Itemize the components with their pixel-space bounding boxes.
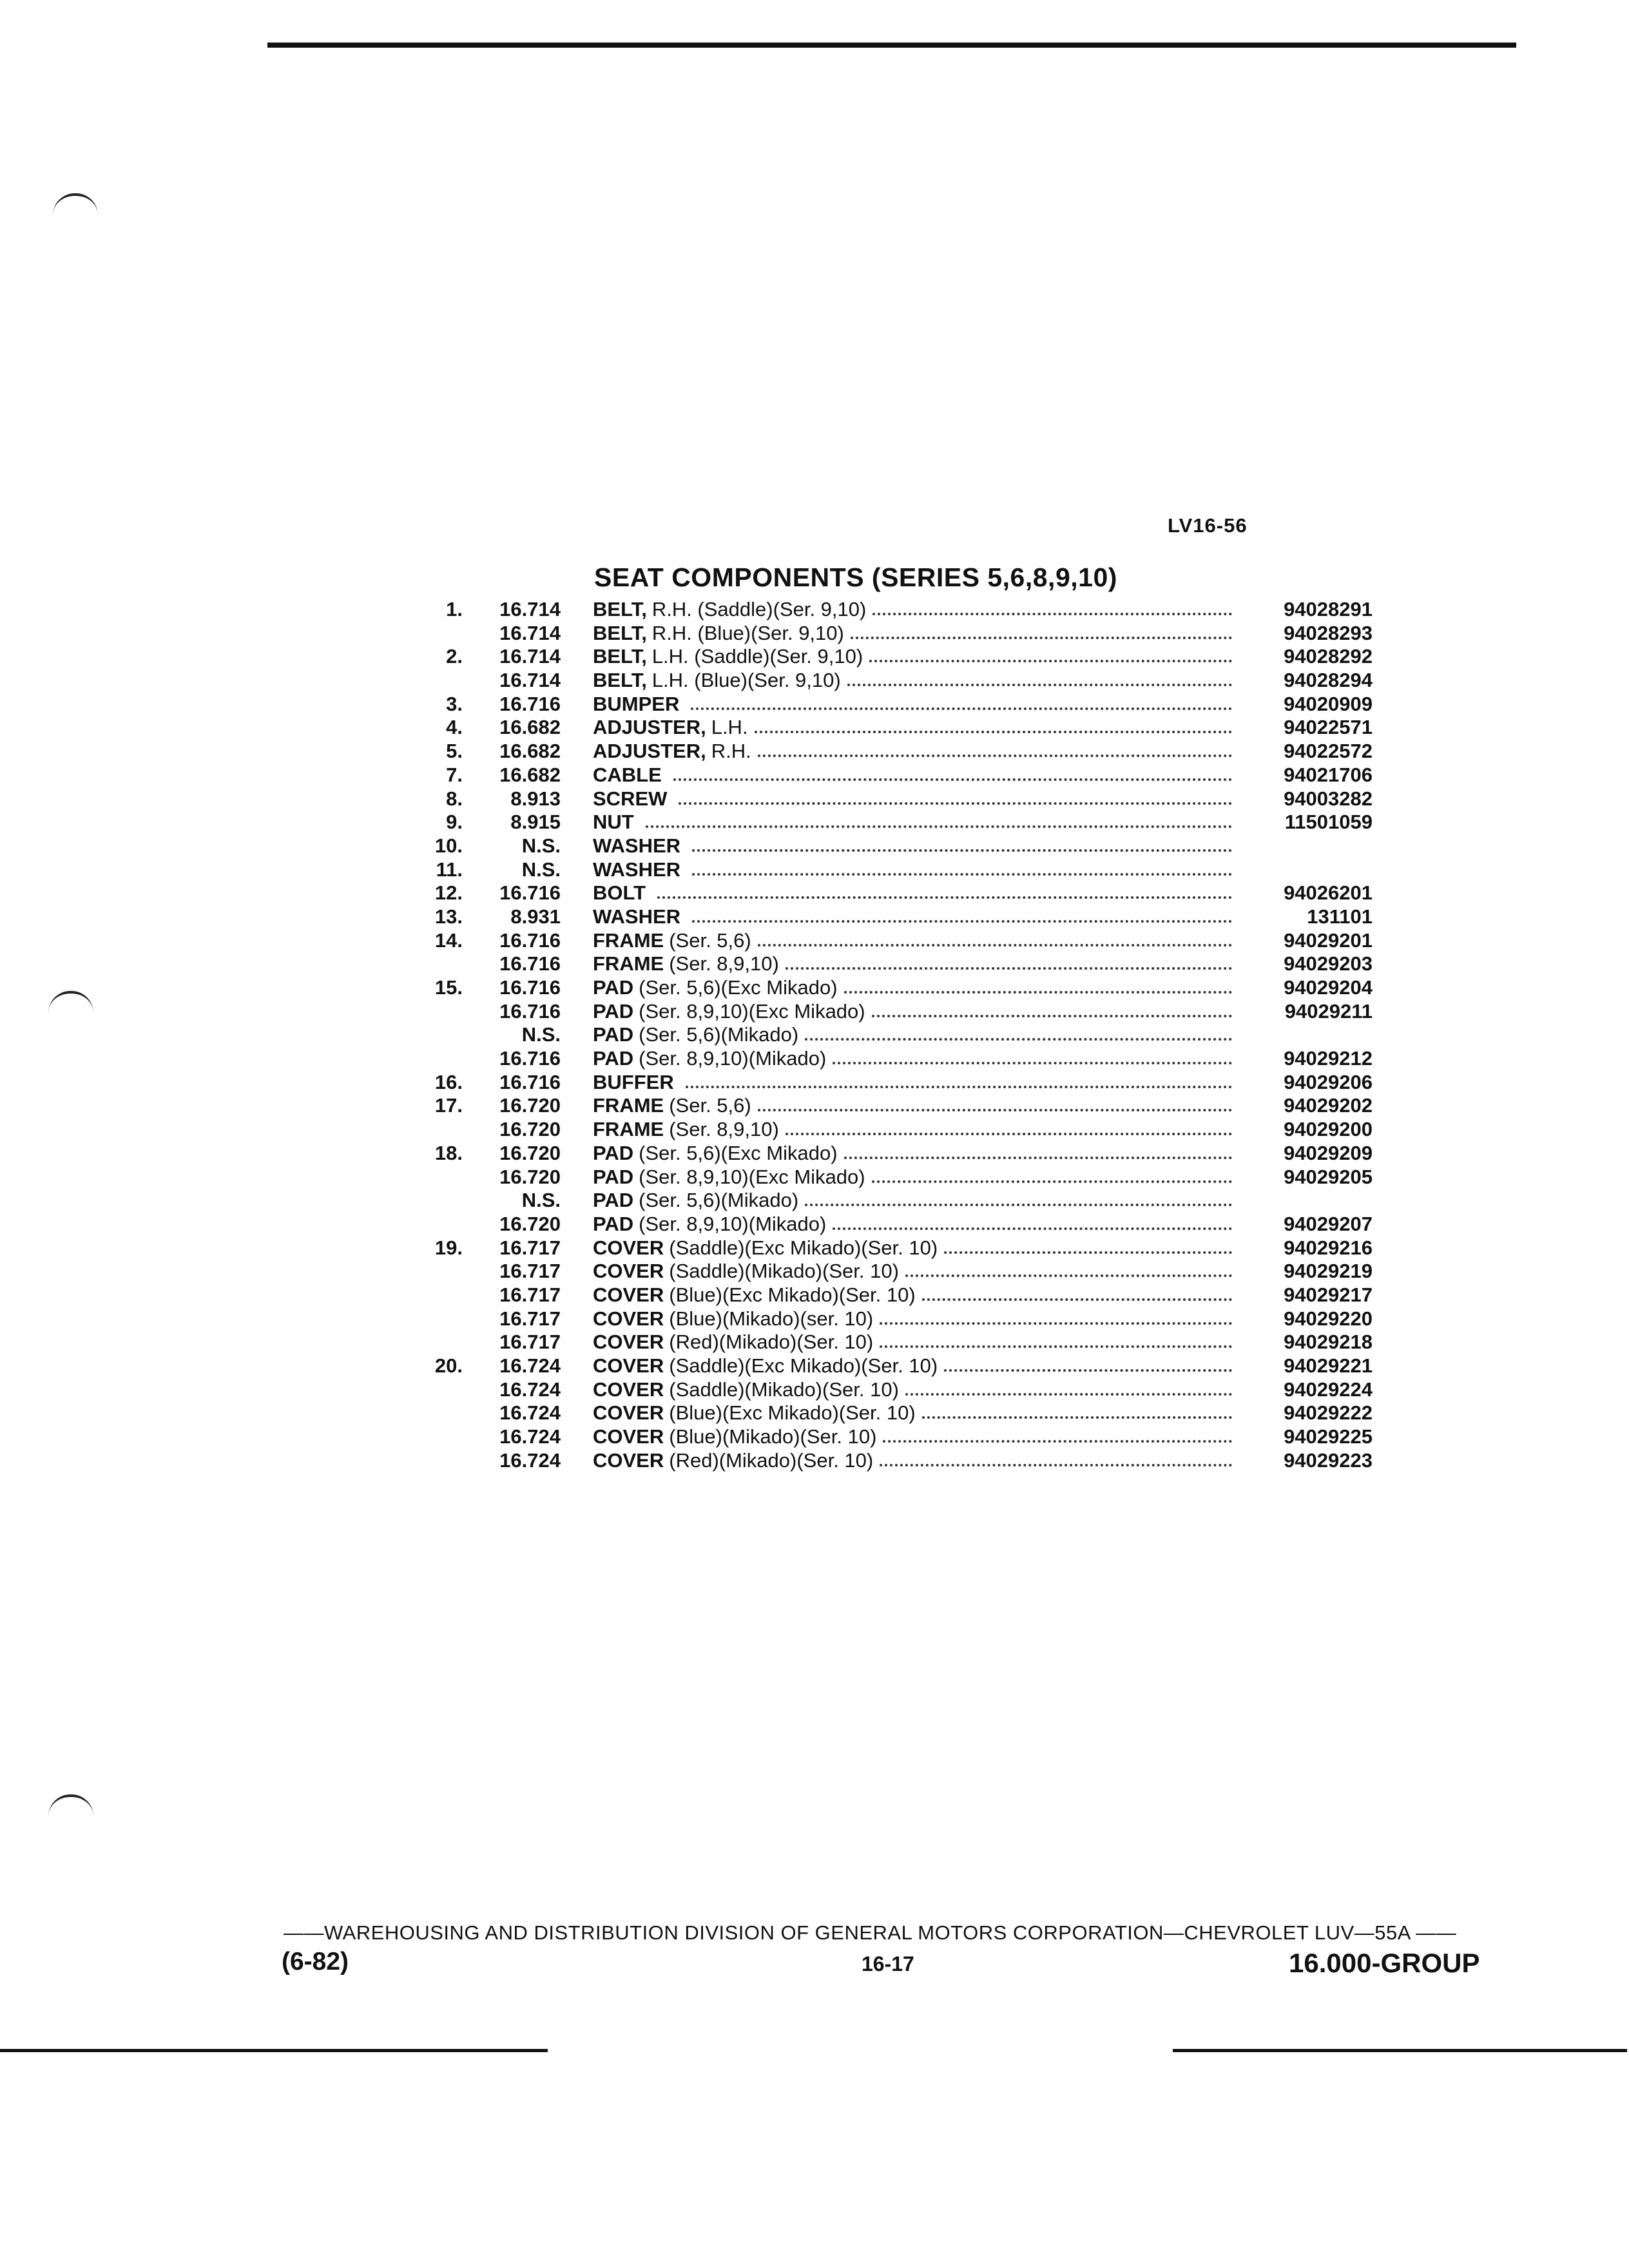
part-row bbox=[387, 1449, 1392, 1473]
part-name: PAD bbox=[593, 1047, 634, 1070]
part-description bbox=[593, 1213, 1237, 1236]
part-row bbox=[387, 1283, 1392, 1307]
part-number: 94029212 bbox=[1284, 1047, 1373, 1070]
group-number: 16.720 bbox=[499, 1118, 561, 1141]
part-name: BELT, bbox=[593, 621, 647, 644]
part-number: 94029202 bbox=[1284, 1094, 1373, 1117]
part-description bbox=[593, 1449, 1237, 1472]
part-name: PAD bbox=[593, 1023, 634, 1046]
part-detail: (Saddle)(Exc Mikado)(Ser. 10) bbox=[669, 1354, 938, 1377]
part-name: PAD bbox=[593, 976, 634, 999]
part-name: BOLT bbox=[593, 881, 646, 905]
ref-number: 11. bbox=[436, 858, 463, 881]
dot-leader bbox=[691, 693, 1232, 710]
part-row bbox=[387, 669, 1392, 693]
part-number: 94029220 bbox=[1284, 1307, 1373, 1330]
footer-date: (6-82) bbox=[282, 1948, 349, 1975]
part-name: PAD bbox=[593, 1141, 634, 1164]
part-detail: (Ser. 5,6)(Exc Mikado) bbox=[639, 1141, 838, 1164]
group-number: 16.720 bbox=[499, 1165, 561, 1188]
part-row bbox=[387, 929, 1392, 953]
part-detail: (Ser. 5,6)(Mikado) bbox=[639, 1023, 799, 1046]
part-name: FRAME bbox=[593, 952, 664, 975]
part-row bbox=[387, 716, 1392, 740]
dot-leader bbox=[805, 1189, 1232, 1206]
part-name: BELT, bbox=[593, 669, 647, 692]
part-name: SCREW bbox=[593, 787, 668, 810]
part-number: 94029204 bbox=[1284, 976, 1373, 999]
dot-leader bbox=[755, 716, 1232, 733]
group-number: 16.724 bbox=[499, 1425, 561, 1448]
group-number: 16.716 bbox=[499, 881, 561, 905]
part-name: COVER bbox=[593, 1307, 664, 1330]
group-number: 16.717 bbox=[499, 1236, 561, 1259]
part-name: WASHER bbox=[593, 834, 681, 857]
part-number: 94026201 bbox=[1284, 881, 1373, 905]
part-detail: R.H. (Blue)(Ser. 9,10) bbox=[651, 621, 844, 644]
part-description bbox=[593, 669, 1237, 692]
part-description bbox=[593, 764, 1237, 787]
part-number: 94029218 bbox=[1284, 1331, 1373, 1354]
part-number: 94029224 bbox=[1284, 1378, 1373, 1401]
part-detail: (Ser. 8,9,10)(Mikado) bbox=[639, 1212, 827, 1235]
dot-leader bbox=[758, 740, 1232, 757]
part-description bbox=[593, 976, 1237, 999]
ref-number: 4. bbox=[446, 716, 463, 739]
part-name: COVER bbox=[593, 1260, 664, 1283]
group-number: N.S. bbox=[521, 1189, 561, 1212]
ref-number: 19. bbox=[434, 1236, 463, 1259]
section-title: SEAT COMPONENTS (SERIES 5,6,8,9,10) bbox=[594, 562, 1117, 592]
page-number: 16-17 bbox=[862, 1952, 914, 1975]
group-number: 16.724 bbox=[499, 1401, 561, 1425]
part-name: PAD bbox=[593, 1165, 634, 1188]
group-number: 8.915 bbox=[510, 811, 561, 834]
part-detail: L.H. bbox=[711, 716, 748, 739]
part-description bbox=[593, 1094, 1237, 1117]
part-row bbox=[387, 905, 1392, 929]
ref-number: 2. bbox=[446, 645, 463, 668]
dot-leader bbox=[944, 1354, 1232, 1372]
group-number: N.S. bbox=[521, 1023, 561, 1046]
part-row bbox=[387, 1118, 1392, 1142]
group-number: 16.716 bbox=[499, 999, 561, 1023]
part-description bbox=[593, 1189, 1237, 1212]
dot-leader bbox=[646, 811, 1232, 828]
part-number: 94029219 bbox=[1284, 1260, 1373, 1283]
part-row bbox=[387, 952, 1392, 976]
part-number: 94020909 bbox=[1284, 692, 1373, 715]
part-number: 94029200 bbox=[1284, 1118, 1373, 1141]
ref-number: 14. bbox=[434, 928, 463, 952]
dot-leader bbox=[805, 1023, 1232, 1041]
part-name: COVER bbox=[593, 1331, 664, 1354]
part-description bbox=[593, 645, 1237, 668]
part-description bbox=[593, 1425, 1237, 1448]
part-row bbox=[387, 834, 1392, 858]
part-number: 94029203 bbox=[1284, 952, 1373, 975]
part-row bbox=[387, 1331, 1392, 1354]
part-name: COVER bbox=[593, 1401, 664, 1425]
part-row bbox=[387, 1307, 1392, 1331]
part-name: BELT, bbox=[593, 645, 647, 668]
part-detail: (Ser. 5,6) bbox=[669, 1094, 751, 1117]
group-number: 16.714 bbox=[499, 598, 561, 620]
part-name: COVER bbox=[593, 1378, 664, 1401]
dot-leader bbox=[922, 1283, 1232, 1301]
dot-leader bbox=[692, 858, 1232, 876]
part-number: 94021706 bbox=[1284, 763, 1373, 786]
group-number: 16.724 bbox=[499, 1354, 561, 1377]
part-row bbox=[387, 1354, 1392, 1378]
part-description bbox=[593, 622, 1237, 645]
dot-leader bbox=[657, 881, 1232, 899]
part-row bbox=[387, 1023, 1392, 1047]
part-name: BELT, bbox=[593, 598, 647, 620]
dot-leader bbox=[692, 905, 1232, 923]
dot-leader bbox=[758, 929, 1232, 947]
ref-number: 16. bbox=[434, 1070, 463, 1093]
ref-number: 9. bbox=[446, 811, 463, 834]
dot-leader bbox=[833, 1213, 1232, 1230]
dot-leader bbox=[905, 1260, 1232, 1277]
dot-leader bbox=[686, 1071, 1232, 1088]
part-number: 94029225 bbox=[1284, 1425, 1373, 1448]
group-number: 16.716 bbox=[499, 952, 561, 975]
punch-mark-middle bbox=[48, 991, 93, 1013]
part-detail: (Ser. 8,9,10)(Mikado) bbox=[639, 1047, 827, 1070]
part-row bbox=[387, 1401, 1392, 1425]
part-description bbox=[593, 1023, 1237, 1046]
part-row bbox=[387, 1000, 1392, 1024]
part-name: CABLE bbox=[593, 763, 662, 786]
part-name: COVER bbox=[593, 1283, 664, 1306]
dot-leader bbox=[922, 1401, 1232, 1419]
part-row bbox=[387, 1213, 1392, 1236]
part-number: 94028294 bbox=[1284, 669, 1373, 692]
part-number: 94029223 bbox=[1284, 1448, 1373, 1472]
part-detail: (Red)(Mikado)(Ser. 10) bbox=[669, 1448, 874, 1472]
part-detail: (Red)(Mikado)(Ser. 10) bbox=[669, 1331, 874, 1354]
part-row bbox=[387, 1142, 1392, 1166]
part-detail: (Saddle)(Mikado)(Ser. 10) bbox=[669, 1260, 899, 1283]
part-description bbox=[593, 834, 1237, 858]
group-number: 8.931 bbox=[510, 905, 561, 928]
part-detail: (Ser. 5,6) bbox=[669, 928, 751, 952]
dot-leader bbox=[692, 834, 1232, 852]
ref-number: 12. bbox=[434, 881, 463, 905]
group-number: 16.720 bbox=[499, 1212, 561, 1235]
group-number: 16.717 bbox=[499, 1283, 561, 1306]
part-description bbox=[593, 952, 1237, 975]
group-number: 16.716 bbox=[499, 692, 561, 715]
part-description bbox=[593, 1307, 1237, 1331]
group-number: 16.682 bbox=[499, 716, 561, 739]
dot-leader bbox=[883, 1425, 1232, 1443]
part-name: NUT bbox=[593, 811, 634, 834]
part-detail: R.H. bbox=[711, 740, 751, 763]
dot-leader bbox=[673, 764, 1232, 781]
ref-number: 15. bbox=[434, 976, 463, 999]
part-number: 94022572 bbox=[1284, 740, 1373, 763]
ref-number: 7. bbox=[446, 763, 463, 786]
part-name: BUFFER bbox=[593, 1070, 674, 1093]
part-number: 94029216 bbox=[1284, 1236, 1373, 1259]
part-number: 94029205 bbox=[1284, 1165, 1373, 1188]
dot-leader bbox=[844, 1142, 1232, 1159]
part-row bbox=[387, 787, 1392, 811]
part-row bbox=[387, 645, 1392, 669]
part-detail: (Ser. 5,6)(Mikado) bbox=[639, 1189, 799, 1212]
part-number: 94029211 bbox=[1284, 999, 1373, 1023]
dot-leader bbox=[944, 1236, 1232, 1254]
part-row bbox=[387, 858, 1392, 882]
part-row bbox=[387, 1378, 1392, 1402]
ref-number: 13. bbox=[434, 905, 463, 928]
part-detail: L.H. (Blue)(Ser. 9,10) bbox=[651, 669, 841, 692]
part-name: PAD bbox=[593, 999, 634, 1023]
dot-leader bbox=[786, 1118, 1232, 1135]
part-row bbox=[387, 1094, 1392, 1118]
dot-leader bbox=[905, 1378, 1232, 1396]
dot-leader bbox=[851, 622, 1232, 639]
group-number: 16.717 bbox=[499, 1307, 561, 1330]
part-detail: R.H. (Saddle)(Ser. 9,10) bbox=[651, 598, 867, 620]
part-description bbox=[593, 693, 1237, 716]
part-name: WASHER bbox=[593, 858, 681, 881]
part-detail: (Saddle)(Mikado)(Ser. 10) bbox=[669, 1378, 899, 1401]
part-number: 94003282 bbox=[1284, 787, 1373, 810]
part-description bbox=[593, 1166, 1237, 1189]
part-number: 11501059 bbox=[1284, 811, 1373, 834]
part-description bbox=[593, 1236, 1237, 1260]
part-row bbox=[387, 1236, 1392, 1260]
part-row bbox=[387, 976, 1392, 1000]
part-detail: (Ser. 5,6)(Exc Mikado) bbox=[639, 976, 838, 999]
group-number: N.S. bbox=[521, 834, 561, 857]
part-description bbox=[593, 1118, 1237, 1141]
dot-leader bbox=[872, 598, 1232, 615]
part-description bbox=[593, 1354, 1237, 1378]
part-number: 94029221 bbox=[1284, 1354, 1373, 1377]
part-row bbox=[387, 622, 1392, 646]
part-description bbox=[593, 1260, 1237, 1283]
part-detail: (Ser. 8,9,10) bbox=[669, 1118, 779, 1141]
part-name: FRAME bbox=[593, 928, 664, 952]
part-detail: (Ser. 8,9,10)(Exc Mikado) bbox=[639, 1165, 865, 1188]
part-row bbox=[387, 1166, 1392, 1189]
part-description bbox=[593, 1071, 1237, 1094]
part-name: PAD bbox=[593, 1212, 634, 1235]
ref-number: 3. bbox=[446, 692, 463, 715]
part-number: 94029207 bbox=[1284, 1212, 1373, 1235]
dot-leader bbox=[833, 1047, 1232, 1064]
group-number: 16.717 bbox=[499, 1331, 561, 1354]
part-row bbox=[387, 881, 1392, 905]
group-number: 16.720 bbox=[499, 1094, 561, 1117]
dot-leader bbox=[872, 1166, 1232, 1183]
part-detail: L.H. (Saddle)(Ser. 9,10) bbox=[651, 645, 863, 668]
group-number: 16.714 bbox=[499, 645, 561, 668]
part-detail: (Ser. 8,9,10)(Exc Mikado) bbox=[639, 999, 865, 1023]
part-name: COVER bbox=[593, 1425, 664, 1448]
ref-number: 1. bbox=[446, 598, 463, 620]
group-number: 8.913 bbox=[510, 787, 561, 810]
part-number: 94029209 bbox=[1284, 1141, 1373, 1164]
part-row bbox=[387, 598, 1392, 622]
punch-mark-top bbox=[53, 193, 98, 215]
part-description bbox=[593, 1378, 1237, 1401]
top-rule bbox=[267, 43, 1516, 48]
ref-number: 18. bbox=[434, 1141, 463, 1164]
part-number: 94028291 bbox=[1284, 598, 1373, 620]
part-number: 94029222 bbox=[1284, 1401, 1373, 1425]
part-description bbox=[593, 929, 1237, 952]
group-number: 16.682 bbox=[499, 740, 561, 763]
part-number: 94029206 bbox=[1284, 1070, 1373, 1093]
part-number: 94022571 bbox=[1284, 716, 1373, 739]
part-name: BUMPER bbox=[593, 692, 680, 715]
part-row bbox=[387, 1071, 1392, 1095]
group-number: 16.724 bbox=[499, 1448, 561, 1472]
bottom-rule-right bbox=[1173, 2049, 1627, 2052]
group-number: 16.717 bbox=[499, 1260, 561, 1283]
ref-number: 5. bbox=[446, 740, 463, 763]
group-number: 16.716 bbox=[499, 928, 561, 952]
group-number: 16.720 bbox=[499, 1141, 561, 1164]
dot-leader bbox=[786, 952, 1232, 970]
part-description bbox=[593, 1331, 1237, 1354]
group-number: 16.714 bbox=[499, 621, 561, 644]
part-row bbox=[387, 1425, 1392, 1449]
part-name: COVER bbox=[593, 1236, 664, 1259]
dot-leader bbox=[880, 1307, 1232, 1325]
part-description bbox=[593, 858, 1237, 881]
part-description bbox=[593, 1047, 1237, 1070]
bottom-rule-left bbox=[0, 2049, 548, 2052]
dot-leader bbox=[869, 645, 1232, 662]
part-detail: (Blue)(Mikado)(Ser. 10) bbox=[669, 1425, 877, 1448]
ref-number: 10. bbox=[434, 834, 463, 857]
group-number: N.S. bbox=[521, 858, 561, 881]
ref-number: 17. bbox=[434, 1094, 463, 1117]
dot-leader bbox=[880, 1331, 1232, 1348]
group-number: 16.716 bbox=[499, 976, 561, 999]
footer-division-line: ——WAREHOUSING AND DISTRIBUTION DIVISION OF GENERAL MOTORS CORPORATION—CHEVROLET LUV—55A —— bbox=[284, 1921, 1457, 1944]
part-number: 94029201 bbox=[1284, 928, 1373, 952]
part-detail: (Blue)(Mikado)(ser. 10) bbox=[669, 1307, 874, 1330]
ref-number: 20. bbox=[434, 1354, 463, 1377]
dot-leader bbox=[880, 1449, 1232, 1466]
group-number: 16.716 bbox=[499, 1070, 561, 1093]
part-description bbox=[593, 740, 1237, 763]
part-name: ADJUSTER, bbox=[593, 740, 706, 763]
part-number: 131101 bbox=[1307, 905, 1373, 928]
punch-mark-bottom bbox=[48, 1794, 93, 1816]
part-description bbox=[593, 1401, 1237, 1425]
part-description bbox=[593, 787, 1237, 811]
part-row bbox=[387, 1260, 1392, 1283]
part-description bbox=[593, 811, 1237, 834]
part-name: WASHER bbox=[593, 905, 681, 928]
part-detail: (Blue)(Exc Mikado)(Ser. 10) bbox=[669, 1401, 916, 1425]
part-name: FRAME bbox=[593, 1118, 664, 1141]
ref-number: 8. bbox=[446, 787, 463, 810]
part-detail: (Saddle)(Exc Mikado)(Ser. 10) bbox=[669, 1236, 938, 1259]
part-row bbox=[387, 1047, 1392, 1071]
part-name: COVER bbox=[593, 1448, 664, 1472]
part-name: PAD bbox=[593, 1189, 634, 1212]
part-row bbox=[387, 740, 1392, 764]
part-name: COVER bbox=[593, 1354, 664, 1377]
part-row bbox=[387, 764, 1392, 787]
group-number: 16.716 bbox=[499, 1047, 561, 1070]
group-number: 16.714 bbox=[499, 669, 561, 692]
dot-leader bbox=[872, 1000, 1232, 1017]
part-description bbox=[593, 716, 1237, 739]
part-detail: (Blue)(Exc Mikado)(Ser. 10) bbox=[669, 1283, 916, 1306]
part-description bbox=[593, 1283, 1237, 1307]
dot-leader bbox=[847, 669, 1232, 686]
part-detail: (Ser. 8,9,10) bbox=[669, 952, 779, 975]
part-description bbox=[593, 1000, 1237, 1023]
group-number: 16.682 bbox=[499, 763, 561, 786]
part-name: FRAME bbox=[593, 1094, 664, 1117]
part-row bbox=[387, 811, 1392, 834]
parts-list bbox=[387, 598, 1392, 1472]
dot-leader bbox=[758, 1094, 1232, 1111]
group-number: 16.724 bbox=[499, 1378, 561, 1401]
part-number: 94028293 bbox=[1284, 621, 1373, 644]
footer-group: 16.000-GROUP bbox=[1289, 1948, 1480, 1978]
catalog-code: LV16-56 bbox=[1168, 514, 1248, 537]
dot-leader bbox=[679, 787, 1232, 805]
part-description bbox=[593, 1142, 1237, 1165]
part-number: 94028292 bbox=[1284, 645, 1373, 668]
part-description bbox=[593, 598, 1237, 621]
dot-leader bbox=[844, 976, 1232, 994]
part-description bbox=[593, 881, 1237, 905]
part-row bbox=[387, 693, 1392, 716]
part-row bbox=[387, 1189, 1392, 1213]
part-name: ADJUSTER, bbox=[593, 716, 706, 739]
part-number: 94029217 bbox=[1284, 1283, 1373, 1306]
part-description bbox=[593, 905, 1237, 928]
